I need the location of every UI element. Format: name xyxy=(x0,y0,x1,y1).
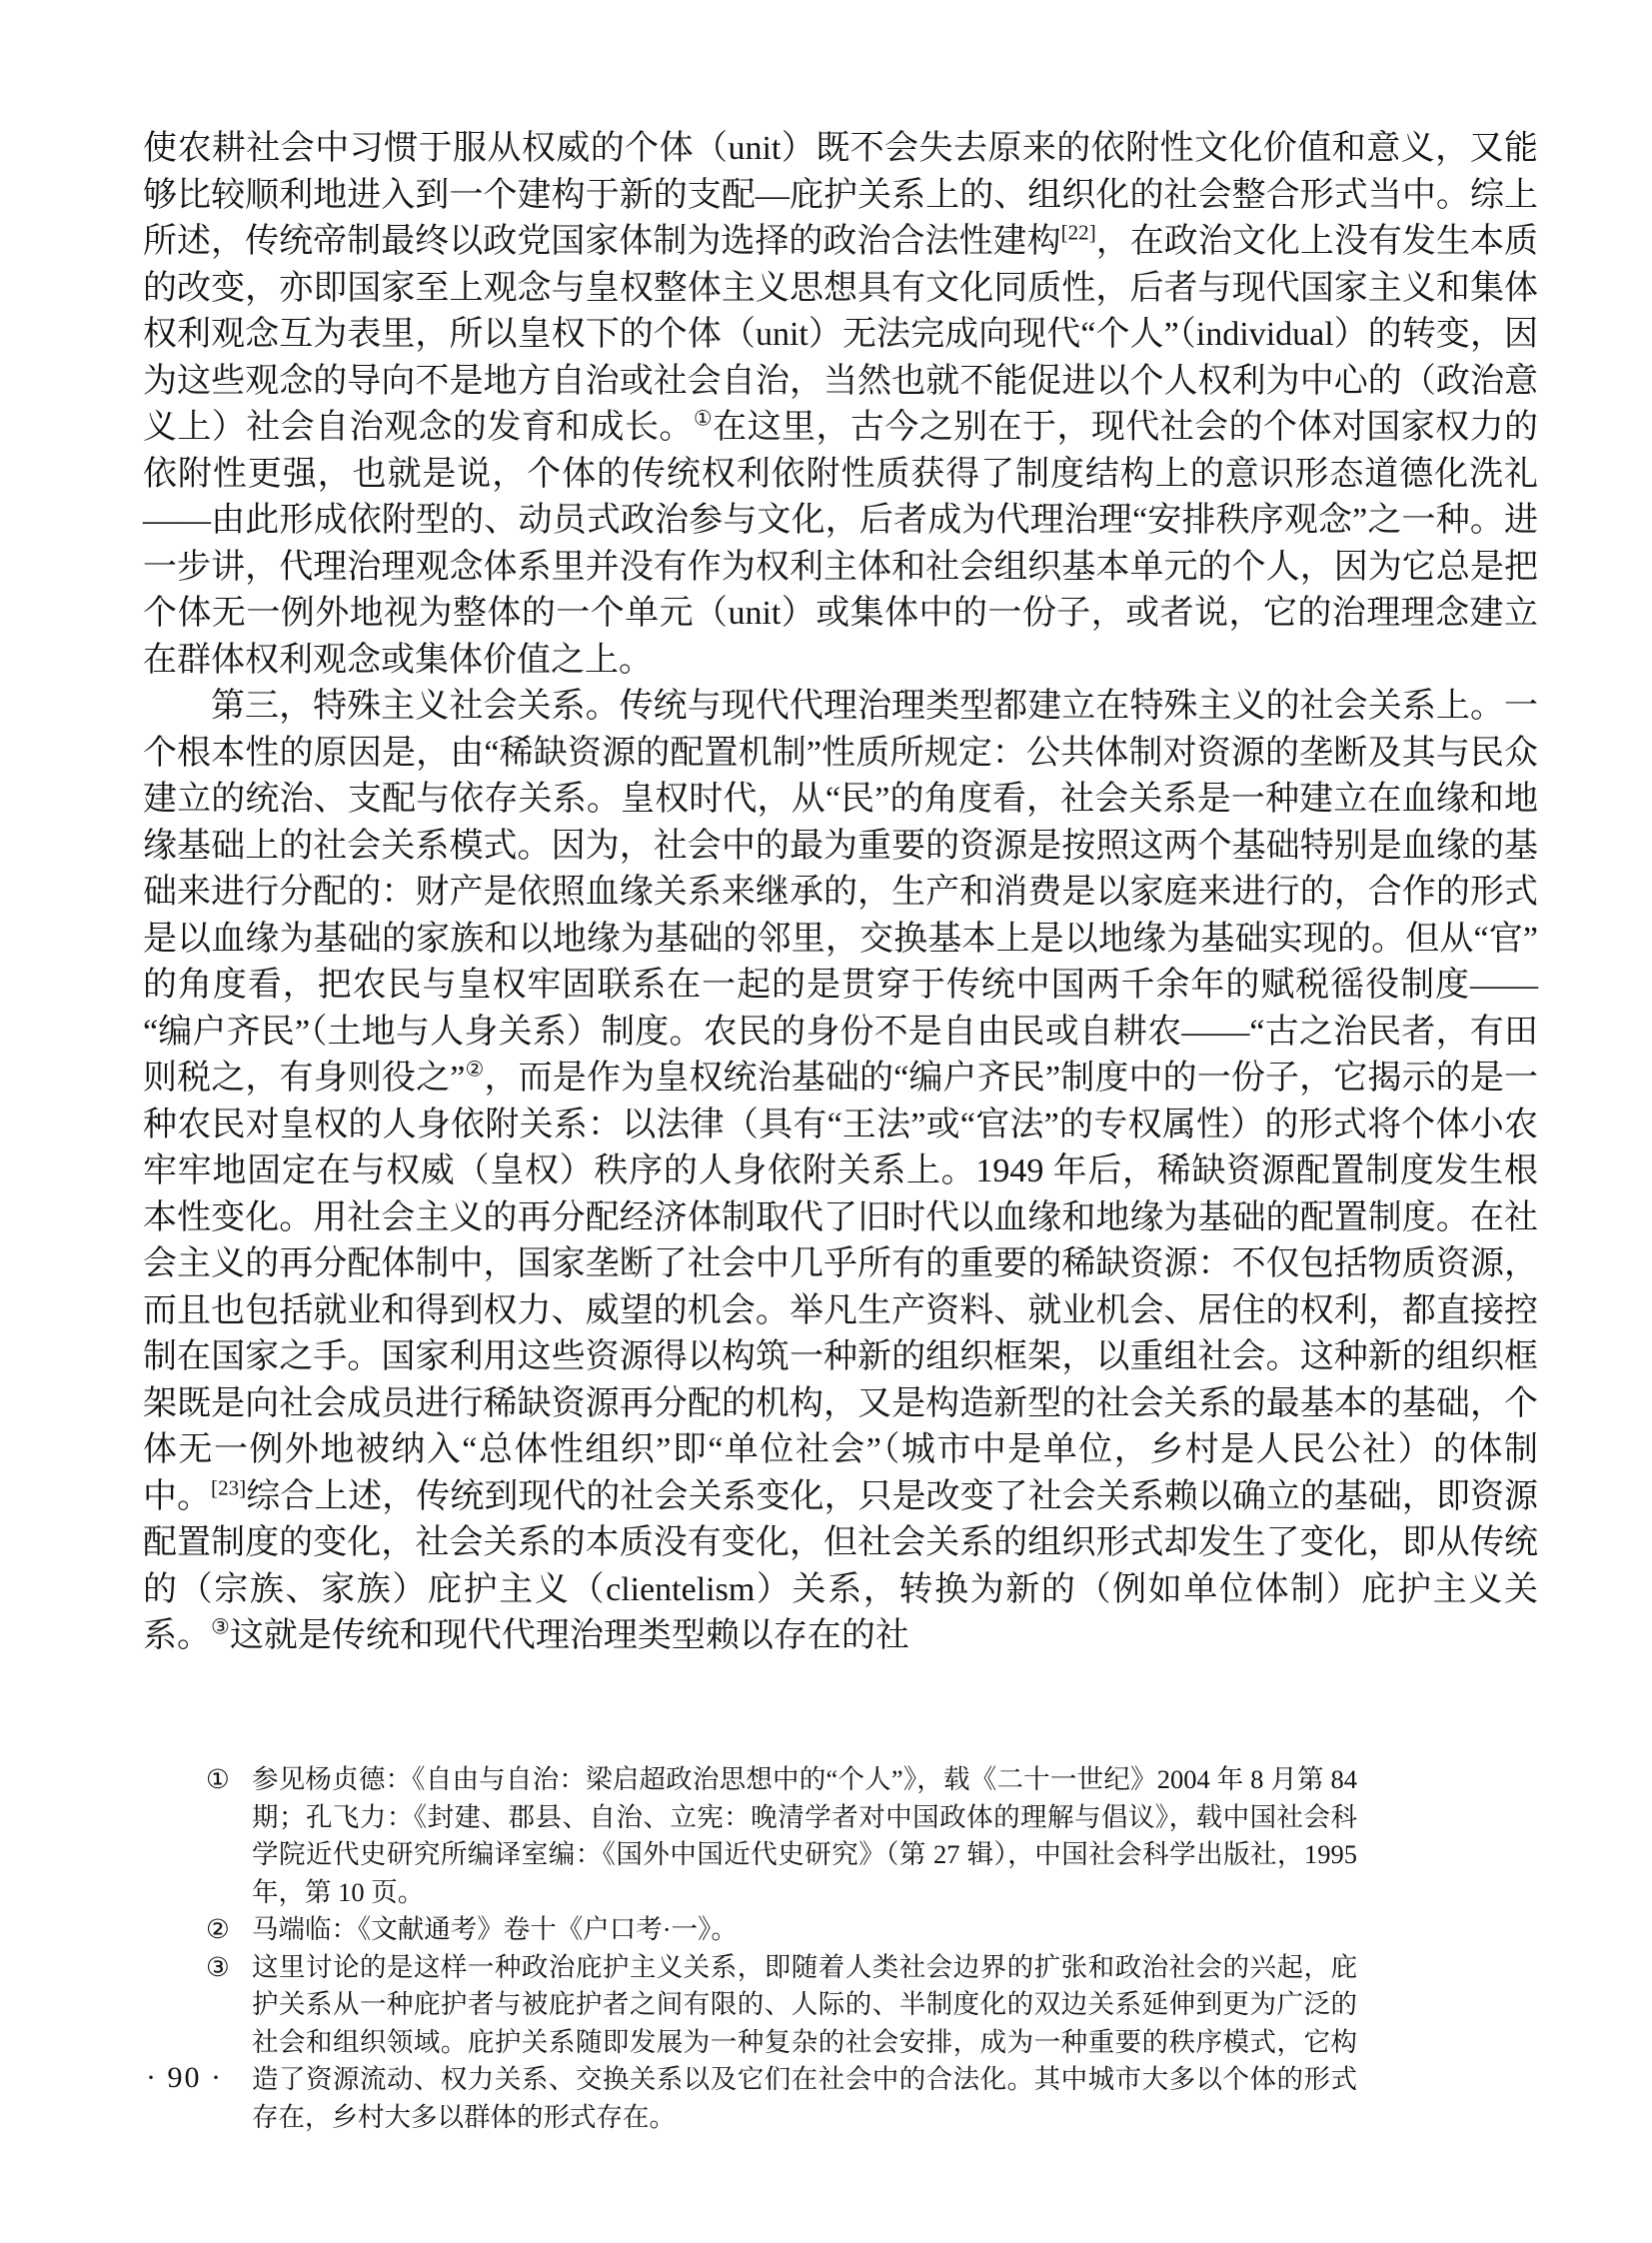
superscript-note-ref: [22] xyxy=(1060,220,1096,245)
page-number: · 90 · xyxy=(146,2061,223,2094)
body-paragraph-2 xyxy=(143,684,1538,1660)
text-run: 使农耕社会中习惯于服从权威的个体（unit）既不会失去原来的依附性文化价值和意义，又能够比较顺利地进入到一个建构于新的支配—庇护关系上的、组织化的社会整合形式当中。综上所述，传统帝制最终以政党国家体制为选择的政治合法性建构 xyxy=(143,130,1538,260)
footnote-3 xyxy=(206,1949,1357,2137)
footnotes-section xyxy=(206,1761,1357,2136)
footnote-marker: ③ xyxy=(206,1951,230,1982)
body-paragraph-1 xyxy=(143,126,1538,684)
text-run: 综合上述，传统到现代的社会关系变化，只是改变了社会关系赖以确立的基础，即资源配置制度的变化，社会关系的本质没有变化，但社会关系的组织形式却发生了变化，即从传统的（宗族、家族）庇护主义（clientelism）关系，转换为新的（例如单位体制）庇护主义关系。 xyxy=(143,1477,1539,1654)
footnote-marker: ② xyxy=(206,1914,230,1944)
superscript-note-ref: [23] xyxy=(211,1475,247,1500)
footnote-text: 这里讨论的是这样一种政治庇护主义关系，即随着人类社会边界的扩张和政治社会的兴起，庇护关系从一种庇护者与被庇护者之间有限的、人际的、半制度化的双边关系延伸到更为广泛的社会和组织领域。庇护关系随即发展为一种复杂的社会安排，成为一种重要的秩序模式，它构造了资源流动、权力关系、交换关系以及它们在社会中的合法化。其中城市大多以个体的形式存在，乡村大多以群体的形式存在。 xyxy=(252,1951,1357,2132)
text-run: 在这里，古今之别在于，现代社会的个体对国家权力的依附性更强，也就是说，个体的传统权利依附性质获得了制度结构上的意识形态道德化洗礼——由此形成依附型的、动员式政治参与文化，后者成为代理治理“安排秩序观念”之一种。进一步讲，代理治理观念体系里并没有作为权利主体和社会组织基本单元的个人，因为它总是把个体无一例外地视为整体的一个单元（unit）或集体中的一份子，或者说，它的治理理念建立在群体权利观念或集体价值之上。 xyxy=(143,409,1538,679)
text-run: ，在政治文化上没有发生本质的改变，亦即国家至上观念与皇权整体主义思想具有文化同质性，后者与现代国家主义和集体权利观念互为表里，所以皇权下的个体（unit）无法完成向现代“个人”（individual）的转变，因为这些观念的导向不是地方自治或社会自治，当然也就不能促进以个人权利为中心的（政治意义上）社会自治观念的发育和成长。 xyxy=(143,223,1539,446)
superscript-note-ref: ② xyxy=(465,1057,485,1082)
main-text xyxy=(143,126,1538,1660)
text-run: 这就是传统和现代代理治理类型赖以存在的社 xyxy=(229,1617,909,1654)
footnote-text: 参见杨贞德：《自由与自治：梁启超政治思想中的“个人”》，载《二十一世纪》2004 年 8 月第 84 期；孔飞力：《封建、郡县、自治、立宪：晚清学者对中国政体的理解与倡议》，载中国社会科学院近代史研究所编译室编：《国外中国近代史研究》（第 27 辑），中国社会科学出版社，1995 年，第 10 页。 xyxy=(252,1764,1357,1907)
footnote-2 xyxy=(206,1911,1357,1949)
text-run: ，而是作为皇权统治基础的“编户齐民”制度中的一份子，它揭示的是一种农民对皇权的人身依附关系：以法律（具有“王法”或“官法”的专权属性）的形式将个体小农牢牢地固定在与权威（皇权）秩序的人身依附关系上。1949 年后，稀缺资源配置制度发生根本性变化。用社会主义的再分配经济体制取代了旧时代以血缘和地缘为基础的配置制度。在社会主义的再分配体制中，国家垄断了社会中几乎所有的重要的稀缺资源：不仅包括物质资源，而且也包括就业和得到权力、威望的机会。举凡生产资料、就业机会、居住的权利，都直接控制在国家之手。国家利用这些资源得以构筑一种新的组织框架，以重组社会。这种新的组织框架既是向社会成员进行稀缺资源再分配的机构，又是构造新型的社会关系的最基本的基础，个体无一例外地被纳入“总体性组织”即“单位社会”（城市中是单位，乡村是人民公社）的体制中。 xyxy=(143,1060,1539,1515)
text-run: 第三，特殊主义社会关系。传统与现代代理治理类型都建立在特殊主义的社会关系上。一个根本性的原因是，由“稀缺资源的配置机制”性质所规定：公共体制对资源的垄断及其与民众建立的统治、支配与依存关系。皇权时代，从“民”的角度看，社会关系是一种建立在血缘和地缘基础上的社会关系模式。因为，社会中的最为重要的资源是按照这两个基础特别是血缘的基础来进行分配的：财产是依照血缘关系来继承的，生产和消费是以家庭来进行的，合作的形式是以血缘为基础的家族和以地缘为基础的邻里，交换基本上是以地缘为基础实现的。但从“官”的角度看，把农民与皇权牢固联系在一起的是贯穿于传统中国两千余年的赋税徭役制度——“编户齐民”（土地与人身关系）制度。农民的身份不是自由民或自耕农——“古之治民者，有田则税之，有身则役之” xyxy=(143,688,1538,1097)
footnote-text: 马端临：《文献通考》卷十《户口考·一》。 xyxy=(252,1914,738,1944)
superscript-note-ref: ① xyxy=(693,406,714,431)
footnote-marker: ① xyxy=(206,1764,230,1794)
footnote-1 xyxy=(206,1761,1357,1911)
superscript-note-ref: ③ xyxy=(211,1614,230,1639)
